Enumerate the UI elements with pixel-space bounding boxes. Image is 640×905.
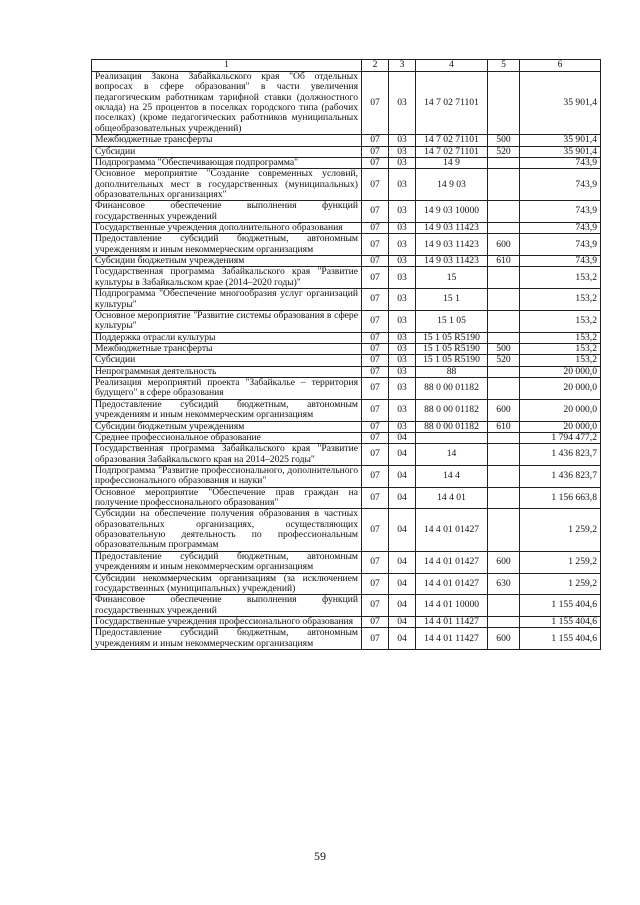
row-name-cell: Основное мероприятие "Обеспечение прав граждан на получение профессионального образования" <box>92 487 362 509</box>
row-target-item-cell: 14 4 01 <box>416 487 488 509</box>
row-expense-type-cell: 610 <box>488 421 520 432</box>
row-target-item-cell: 14 7 02 71101 <box>416 146 488 157</box>
table-row <box>92 616 601 627</box>
row-name-cell: Субсидии <box>92 355 362 366</box>
row-section-cell: 07 <box>362 146 389 157</box>
table-row <box>92 595 601 617</box>
row-target-item-cell: 14 9 03 11423 <box>416 223 488 234</box>
row-name-cell: Субсидии бюджетным учреждениям <box>92 421 362 432</box>
row-subsection-cell: 03 <box>389 399 416 421</box>
row-expense-type-cell: 520 <box>488 355 520 366</box>
row-expense-type-cell <box>488 444 520 466</box>
row-expense-type-cell <box>488 201 520 223</box>
page-number: 59 <box>314 849 326 863</box>
row-section-cell: 07 <box>362 289 389 311</box>
row-section-cell: 07 <box>362 223 389 234</box>
row-target-item-cell: 15 1 05 R5190 <box>416 343 488 354</box>
row-name-cell: Предоставление субсидий бюджетным, автономным учреждениям и иным некоммерческим организациям <box>92 551 362 573</box>
row-amount-cell: 153,2 <box>520 355 601 366</box>
row-target-item-cell: 88 0 00 01182 <box>416 378 488 400</box>
row-subsection-cell: 04 <box>389 509 416 551</box>
table-row <box>92 343 601 354</box>
column-header-amount: 6 <box>520 60 601 72</box>
row-subsection-cell: 03 <box>389 366 416 377</box>
column-header-target-item: 4 <box>416 60 488 72</box>
row-subsection-cell: 03 <box>389 157 416 168</box>
row-subsection-cell: 04 <box>389 487 416 509</box>
row-expense-type-cell: 600 <box>488 628 520 650</box>
table-header <box>92 60 601 72</box>
row-section-cell: 07 <box>362 628 389 650</box>
row-expense-type-cell: 600 <box>488 551 520 573</box>
row-subsection-cell: 03 <box>389 332 416 343</box>
row-amount-cell: 153,2 <box>520 310 601 332</box>
row-section-cell: 07 <box>362 310 389 332</box>
row-expense-type-cell: 600 <box>488 234 520 256</box>
row-target-item-cell: 88 <box>416 366 488 377</box>
row-amount-cell: 1 156 663,8 <box>520 487 601 509</box>
row-expense-type-cell <box>488 465 520 487</box>
row-target-item-cell <box>416 432 488 443</box>
row-amount-cell: 743,9 <box>520 256 601 267</box>
table-row <box>92 487 601 509</box>
table-row <box>92 267 601 289</box>
row-subsection-cell: 04 <box>389 432 416 443</box>
row-subsection-cell: 03 <box>389 72 416 135</box>
row-subsection-cell: 03 <box>389 201 416 223</box>
table-row <box>92 72 601 135</box>
table-row <box>92 201 601 223</box>
row-expense-type-cell <box>488 509 520 551</box>
row-expense-type-cell <box>488 310 520 332</box>
row-target-item-cell: 14 4 01 01427 <box>416 551 488 573</box>
row-target-item-cell: 14 9 03 <box>416 169 488 201</box>
row-section-cell: 07 <box>362 444 389 466</box>
row-name-cell: Межбюджетные трансферты <box>92 135 362 146</box>
row-target-item-cell: 88 0 00 01182 <box>416 399 488 421</box>
row-amount-cell: 35 901,4 <box>520 72 601 135</box>
table-row <box>92 146 601 157</box>
row-name-cell: Государственные учреждения профессионального образования <box>92 616 362 627</box>
row-expense-type-cell <box>488 169 520 201</box>
row-name-cell: Субсидии <box>92 146 362 157</box>
row-amount-cell: 1 436 823,7 <box>520 465 601 487</box>
row-subsection-cell: 03 <box>389 355 416 366</box>
row-subsection-cell: 04 <box>389 465 416 487</box>
row-name-cell: Среднее профессиональное образование <box>92 432 362 443</box>
row-target-item-cell: 14 <box>416 444 488 466</box>
row-target-item-cell: 15 1 05 R5190 <box>416 332 488 343</box>
row-amount-cell: 153,2 <box>520 289 601 311</box>
row-amount-cell: 153,2 <box>520 332 601 343</box>
table-row <box>92 157 601 168</box>
row-target-item-cell: 14 7 02 71101 <box>416 135 488 146</box>
row-expense-type-cell: 610 <box>488 256 520 267</box>
row-amount-cell: 1 155 404,6 <box>520 595 601 617</box>
row-expense-type-cell <box>488 289 520 311</box>
row-name-cell: Государственные учреждения дополнительного образования <box>92 223 362 234</box>
table-row <box>92 332 601 343</box>
table-row <box>92 366 601 377</box>
table-row <box>92 444 601 466</box>
table-row <box>92 509 601 551</box>
table-row <box>92 234 601 256</box>
table-row <box>92 378 601 400</box>
row-amount-cell: 1 155 404,6 <box>520 616 601 627</box>
row-section-cell: 07 <box>362 465 389 487</box>
row-expense-type-cell: 630 <box>488 573 520 595</box>
row-name-cell: Подпрограмма "Обеспечивающая подпрограмма" <box>92 157 362 168</box>
row-subsection-cell: 03 <box>389 310 416 332</box>
row-name-cell: Государственная программа Забайкальского края "Развитие культуры в Забайкальском крае (2014–2020 годы)" <box>92 267 362 289</box>
row-subsection-cell: 03 <box>389 421 416 432</box>
row-section-cell: 07 <box>362 616 389 627</box>
row-name-cell: Основное мероприятие "Развитие системы образования в сфере культуры" <box>92 310 362 332</box>
budget-table <box>91 59 601 650</box>
row-section-cell: 07 <box>362 487 389 509</box>
column-header-section: 2 <box>362 60 389 72</box>
row-target-item-cell: 15 1 05 R5190 <box>416 355 488 366</box>
row-subsection-cell: 04 <box>389 628 416 650</box>
row-section-cell: 07 <box>362 366 389 377</box>
row-subsection-cell: 03 <box>389 289 416 311</box>
row-amount-cell: 20 000,0 <box>520 366 601 377</box>
row-section-cell: 07 <box>362 355 389 366</box>
table-row <box>92 432 601 443</box>
row-expense-type-cell: 600 <box>488 399 520 421</box>
row-expense-type-cell <box>488 432 520 443</box>
table-row <box>92 355 601 366</box>
row-target-item-cell: 15 1 <box>416 289 488 311</box>
row-section-cell: 07 <box>362 256 389 267</box>
row-amount-cell: 743,9 <box>520 223 601 234</box>
row-section-cell: 07 <box>362 421 389 432</box>
row-name-cell: Непрограммная деятельность <box>92 366 362 377</box>
row-amount-cell: 20 000,0 <box>520 378 601 400</box>
table-row <box>92 573 601 595</box>
table-row <box>92 551 601 573</box>
row-expense-type-cell <box>488 616 520 627</box>
row-section-cell: 07 <box>362 157 389 168</box>
header-row <box>92 60 601 72</box>
table-row <box>92 256 601 267</box>
row-target-item-cell: 14 9 03 11423 <box>416 256 488 267</box>
row-target-item-cell: 14 4 01 10000 <box>416 595 488 617</box>
row-name-cell: Финансовое обеспечение выполнения функций государственных учреждений <box>92 201 362 223</box>
table-row <box>92 421 601 432</box>
row-section-cell: 07 <box>362 201 389 223</box>
table-row <box>92 169 601 201</box>
row-expense-type-cell <box>488 267 520 289</box>
row-subsection-cell: 04 <box>389 595 416 617</box>
row-target-item-cell: 14 7 02 71101 <box>416 72 488 135</box>
row-subsection-cell: 03 <box>389 378 416 400</box>
row-subsection-cell: 03 <box>389 169 416 201</box>
row-section-cell: 07 <box>362 378 389 400</box>
row-target-item-cell: 14 9 03 11423 <box>416 234 488 256</box>
row-name-cell: Финансовое обеспечение выполнения функций государственных учреждений <box>92 595 362 617</box>
row-amount-cell: 1 794 477,2 <box>520 432 601 443</box>
row-name-cell: Предоставление субсидий бюджетным, автономным учреждениям и иным некоммерческим организациям <box>92 234 362 256</box>
row-section-cell: 07 <box>362 169 389 201</box>
row-target-item-cell: 15 1 05 <box>416 310 488 332</box>
table-row <box>92 628 601 650</box>
row-subsection-cell: 04 <box>389 573 416 595</box>
row-expense-type-cell <box>488 378 520 400</box>
row-amount-cell: 153,2 <box>520 343 601 354</box>
row-subsection-cell: 03 <box>389 267 416 289</box>
table-body <box>92 72 601 650</box>
row-target-item-cell: 14 9 03 10000 <box>416 201 488 223</box>
row-target-item-cell: 14 4 01 01427 <box>416 509 488 551</box>
row-expense-type-cell <box>488 72 520 135</box>
table-row <box>92 399 601 421</box>
row-section-cell: 07 <box>362 432 389 443</box>
row-amount-cell: 1 259,2 <box>520 509 601 551</box>
row-subsection-cell: 03 <box>389 343 416 354</box>
row-expense-type-cell <box>488 223 520 234</box>
row-target-item-cell: 14 4 01 11427 <box>416 628 488 650</box>
row-amount-cell: 35 901,4 <box>520 135 601 146</box>
table-row <box>92 223 601 234</box>
row-expense-type-cell: 500 <box>488 135 520 146</box>
row-section-cell: 07 <box>362 72 389 135</box>
row-target-item-cell: 14 9 <box>416 157 488 168</box>
column-header-expense-type: 5 <box>488 60 520 72</box>
row-subsection-cell: 04 <box>389 616 416 627</box>
row-name-cell: Межбюджетные трансферты <box>92 343 362 354</box>
row-name-cell: Реализация Закона Забайкальского края "Об отдельных вопросах в сфере образования" в части увеличения педагогическим работникам тарифной ставки (должностного оклада) на 25 процентов в поселках городского типа (рабочих поселках) (кроме педагогических работников муниципальных общеобразовательных учреждений) <box>92 72 362 135</box>
row-expense-type-cell: 520 <box>488 146 520 157</box>
row-target-item-cell: 14 4 01 11427 <box>416 616 488 627</box>
row-expense-type-cell: 500 <box>488 343 520 354</box>
row-subsection-cell: 03 <box>389 146 416 157</box>
row-section-cell: 07 <box>362 332 389 343</box>
row-target-item-cell: 15 <box>416 267 488 289</box>
row-amount-cell: 20 000,0 <box>520 421 601 432</box>
row-name-cell: Реализация мероприятий проекта "Забайкалье – территория будущего" в сфере образования <box>92 378 362 400</box>
column-header-name: 1 <box>92 60 362 72</box>
row-expense-type-cell <box>488 595 520 617</box>
row-amount-cell: 743,9 <box>520 169 601 201</box>
row-name-cell: Подпрограмма "Развитие профессионального, дополнительного профессионального образования и науки" <box>92 465 362 487</box>
row-amount-cell: 20 000,0 <box>520 399 601 421</box>
table-row <box>92 135 601 146</box>
row-section-cell: 07 <box>362 234 389 256</box>
row-amount-cell: 743,9 <box>520 157 601 168</box>
row-name-cell: Субсидии бюджетным учреждениям <box>92 256 362 267</box>
row-amount-cell: 153,2 <box>520 267 601 289</box>
row-subsection-cell: 04 <box>389 551 416 573</box>
row-subsection-cell: 03 <box>389 135 416 146</box>
row-amount-cell: 743,9 <box>520 234 601 256</box>
row-name-cell: Поддержка отрасли культуры <box>92 332 362 343</box>
row-section-cell: 07 <box>362 595 389 617</box>
row-section-cell: 07 <box>362 573 389 595</box>
row-expense-type-cell <box>488 366 520 377</box>
row-name-cell: Предоставление субсидий бюджетным, автономным учреждениям и иным некоммерческим организациям <box>92 628 362 650</box>
row-section-cell: 07 <box>362 509 389 551</box>
row-section-cell: 07 <box>362 551 389 573</box>
row-subsection-cell: 03 <box>389 223 416 234</box>
row-name-cell: Предоставление субсидий бюджетным, автономным учреждениям и иным некоммерческим организациям <box>92 399 362 421</box>
row-name-cell: Подпрограмма "Обеспечение многообразия услуг организаций культуры" <box>92 289 362 311</box>
row-name-cell: Основное мероприятие "Создание современных условий, дополнительных мест в государственных (муниципальных) образовательных организациях" <box>92 169 362 201</box>
row-subsection-cell: 03 <box>389 256 416 267</box>
row-amount-cell: 1 259,2 <box>520 551 601 573</box>
row-section-cell: 07 <box>362 135 389 146</box>
row-target-item-cell: 14 4 01 01427 <box>416 573 488 595</box>
row-amount-cell: 1 259,2 <box>520 573 601 595</box>
table-row <box>92 289 601 311</box>
table-row <box>92 465 601 487</box>
row-section-cell: 07 <box>362 399 389 421</box>
column-header-subsection: 3 <box>389 60 416 72</box>
row-name-cell: Государственная программа Забайкальского края "Развитие образования Забайкальского края на 2014–2025 годы" <box>92 444 362 466</box>
table-row <box>92 310 601 332</box>
row-amount-cell: 743,9 <box>520 201 601 223</box>
row-section-cell: 07 <box>362 343 389 354</box>
row-amount-cell: 35 901,4 <box>520 146 601 157</box>
row-expense-type-cell <box>488 487 520 509</box>
row-amount-cell: 1 436 823,7 <box>520 444 601 466</box>
row-expense-type-cell <box>488 332 520 343</box>
row-subsection-cell: 03 <box>389 234 416 256</box>
row-name-cell: Субсидии некоммерческим организациям (за исключением государственных (муниципальных) учреждений) <box>92 573 362 595</box>
row-name-cell: Субсидии на обеспечение получения образования в частных образовательных организациях, осуществляющих образовательную деятельность по профессиональным образовательным программам <box>92 509 362 551</box>
row-amount-cell: 1 155 404,6 <box>520 628 601 650</box>
row-subsection-cell: 04 <box>389 444 416 466</box>
row-target-item-cell: 88 0 00 01182 <box>416 421 488 432</box>
row-section-cell: 07 <box>362 267 389 289</box>
row-target-item-cell: 14 4 <box>416 465 488 487</box>
row-expense-type-cell <box>488 157 520 168</box>
